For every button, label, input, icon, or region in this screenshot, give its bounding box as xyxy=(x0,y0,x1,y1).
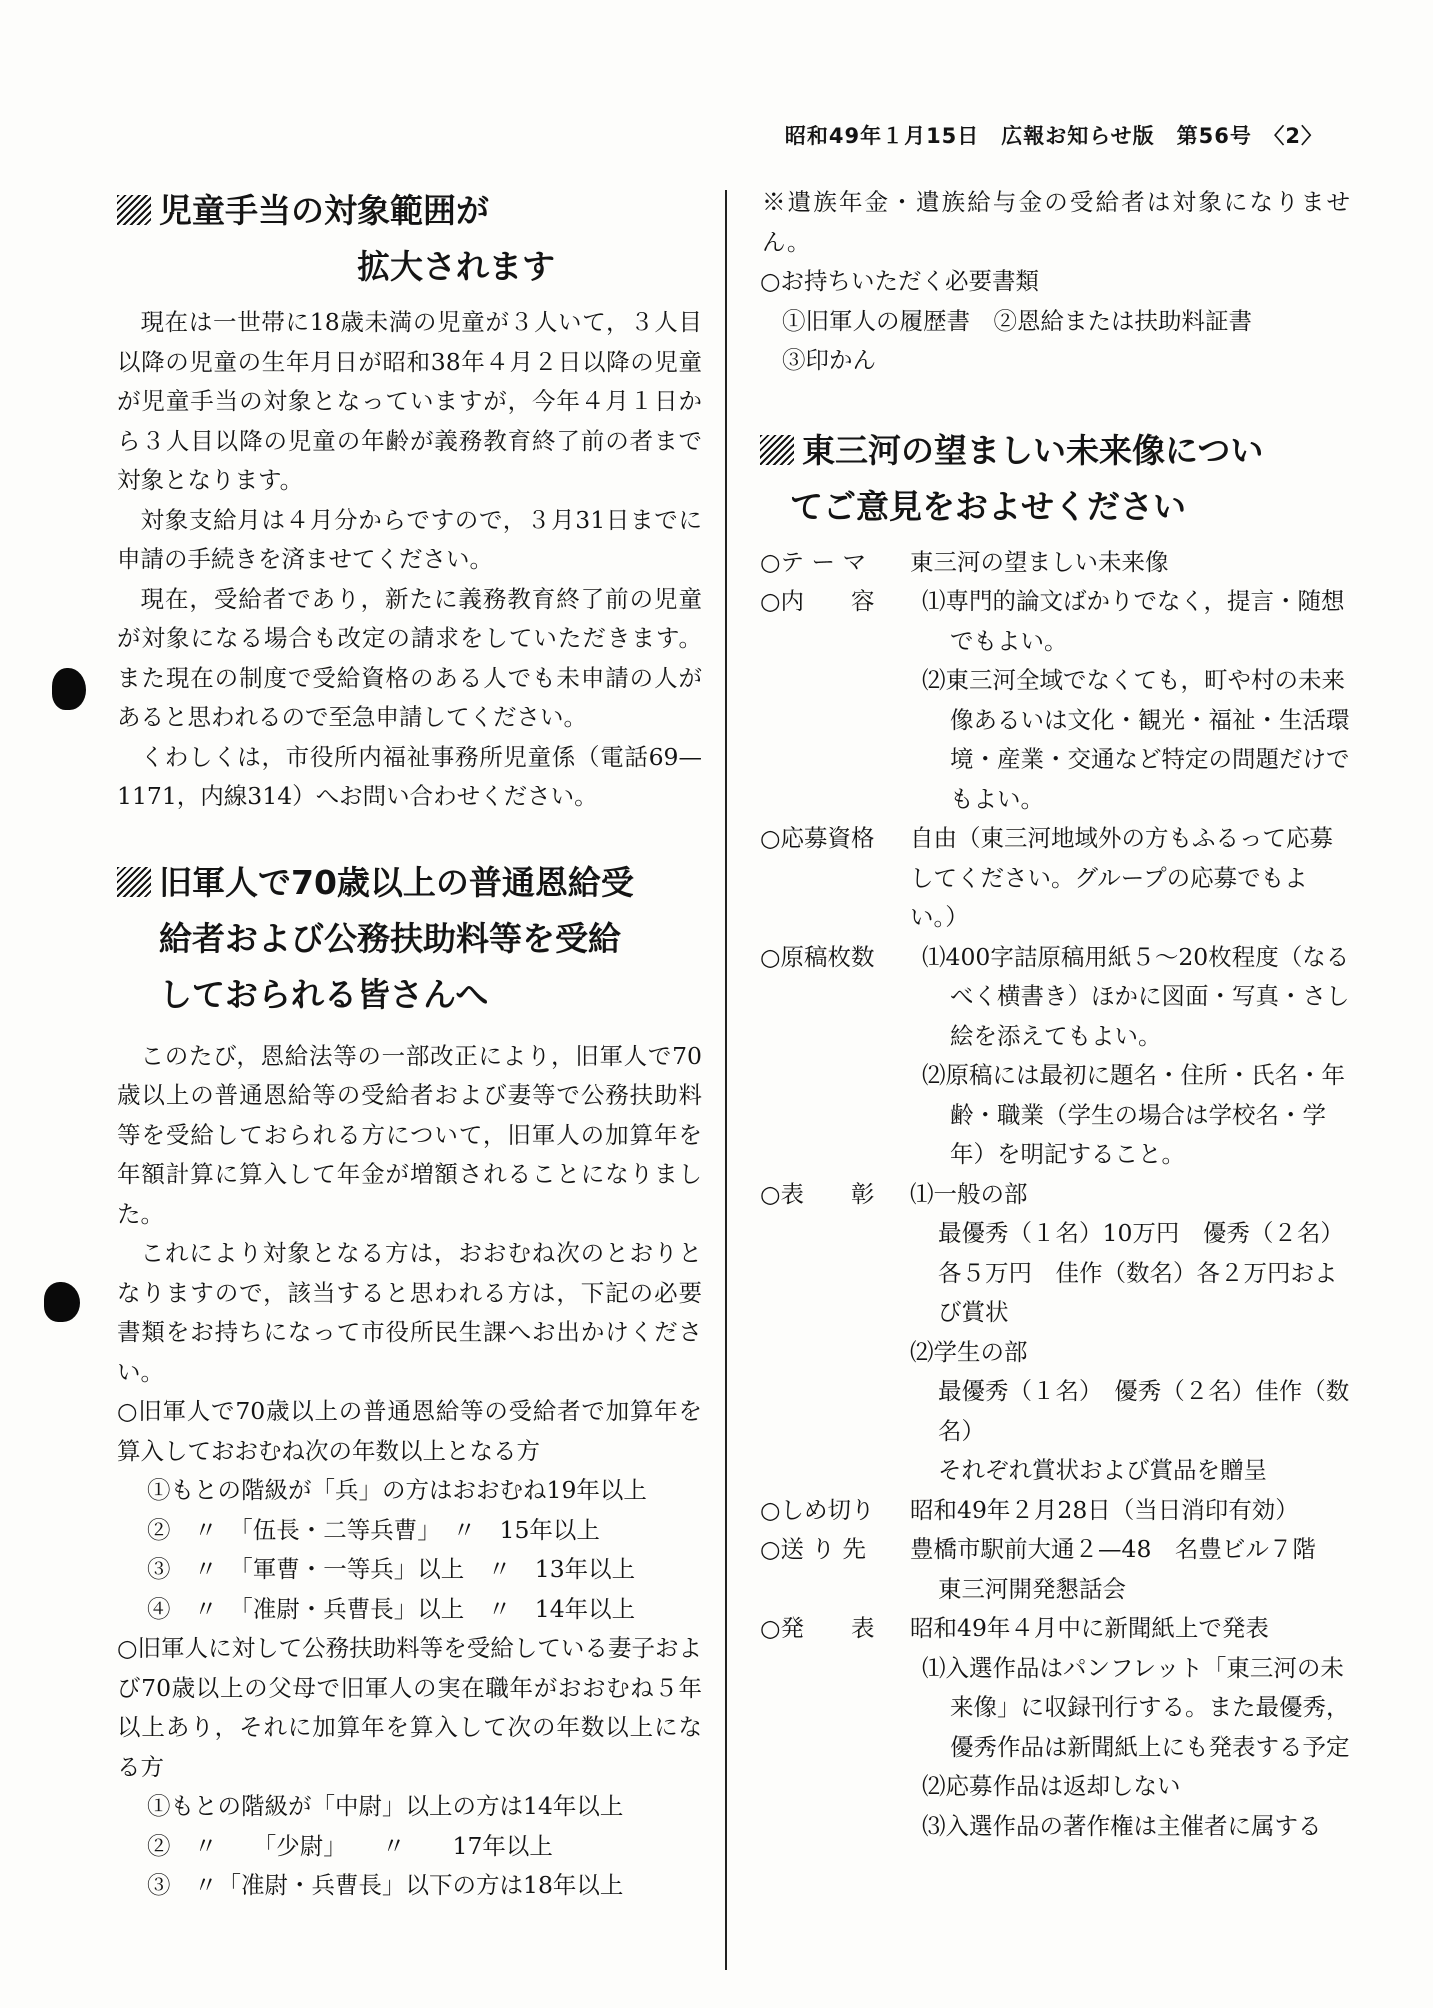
paragraph: 現在は一世帯に18歳未満の児童が３人いて，３人目以降の児童の生年月日が昭和38年４月２日以降の児童が児童手当の対象となっていますが，今年４月１日から３人目以降の児童の年齢が義務教育終了前の者まで対象となります。 xyxy=(117,308,702,494)
info-label: ○テ ー マ xyxy=(760,547,866,576)
list-item: ①もとの階級が「兵」の方はおおむね19年以上 xyxy=(147,1476,647,1504)
info-value: ⑴専門的論文ばかりでなく，提言・随想でもよい。 xyxy=(922,587,1345,655)
info-row xyxy=(760,1175,1350,1491)
docs-label: ○お持ちいただく必要書類 xyxy=(760,267,1040,295)
info-value: ⑶入選作品の著作権は主催者に属する xyxy=(922,1811,1322,1840)
info-value: 東三河の望ましい未来像 xyxy=(910,547,1169,576)
info-value: ⑵原稿には最初に題名・住所・氏名・年齢・職業（学生の場合は学校名・学年）を明記すること。 xyxy=(922,1061,1345,1168)
docs-line: ③印かん xyxy=(782,346,876,374)
info-label: ○送 り 先 xyxy=(760,1535,866,1563)
right-column xyxy=(760,183,1350,1846)
info-label: ○原稿枚数 xyxy=(760,942,875,971)
heading-line: 拡大されます xyxy=(357,247,555,286)
info-label: ○発 表 xyxy=(760,1614,875,1642)
heading-text: 東三河の望ましい未来像につい xyxy=(802,430,1264,470)
info-row xyxy=(760,1530,1350,1609)
info-label: ○内 容 xyxy=(760,587,875,615)
heading-line: てご意見をおよせください xyxy=(790,486,1186,526)
hatch-icon xyxy=(117,867,151,897)
info-label: ○応募資格 xyxy=(760,824,875,852)
heading-line: 給者および公務扶助料等を受給 xyxy=(159,918,621,958)
info-value: ⑴400字詰原稿用紙５～20枚程度（なるべく横書き）ほかに図面・写真・さし絵を添えてもよい。 xyxy=(922,942,1350,1050)
list-item: ①もとの階級が「中尉」以上の方は14年以上 xyxy=(147,1792,624,1820)
page-header: 昭和49年１月15日 広報お知らせ版 第56号 〈2〉 xyxy=(784,124,1323,148)
list-item: ② 〃 「少尉」 〃 17年以上 xyxy=(147,1831,553,1860)
info-value: 昭和49年４月中に新聞紙上で発表 xyxy=(910,1614,1269,1642)
info-value: ⑴入選作品はパンフレット「東三河の未来像」に収録刊行する。また最優秀，優秀作品は新聞紙上にも発表する予定 xyxy=(922,1653,1350,1761)
info-row xyxy=(760,819,1350,938)
heading-line: しておられる皆さんへ xyxy=(159,974,489,1014)
section-heading xyxy=(760,423,1350,479)
docs-line: ①旧軍人の履歴書 ②恩給または扶助料証書 xyxy=(782,306,1252,335)
list-item: ④ 〃 「准尉・兵曹長」以上 〃 14年以上 xyxy=(147,1594,636,1623)
info-value: 昭和49年２月28日（当日消印有効） xyxy=(910,1495,1299,1524)
info-value: 東三河開発懇話会 xyxy=(938,1574,1126,1603)
list-item: ③ 〃「准尉・兵曹長」以下の方は18年以上 xyxy=(147,1871,624,1899)
note-text: ※遺族年金・遺族給与金の受給者は対象になりません。 xyxy=(762,188,1350,256)
condition-text: ○旧軍人に対して公務扶助料等を受給している妻子および70歳以上の父母で旧軍人の実在職年がおおむね５年以上あり，それに加算年を算入して次の年数以上になる方 xyxy=(117,1634,702,1781)
paragraph: 対象支給月は４月分からですので，３月31日までに申請の手続きを済ませてください。 xyxy=(117,505,702,573)
info-value: ⑴一般の部 xyxy=(910,1179,1028,1208)
hatch-icon xyxy=(760,435,794,465)
info-value: ⑵学生の部 xyxy=(910,1337,1028,1366)
left-column xyxy=(117,183,702,1906)
heading-text: 児童手当の対象範囲が xyxy=(159,191,489,230)
condition-text: ○旧軍人で70歳以上の普通恩給等の受給者で加算年を算入しておおむね次の年数以上となる方 xyxy=(117,1397,702,1465)
info-label: ○表 彰 xyxy=(760,1179,875,1208)
column-divider xyxy=(725,190,727,1970)
info-value: ⑵東三河全域でなくても，町や村の未来像あるいは文化・観光・福祉・生活環境・産業・交通など特定の問題だけでもよい。 xyxy=(922,666,1350,813)
info-row xyxy=(760,582,1350,819)
info-value: 最優秀（１名） 優秀（２名）佳作（数名） xyxy=(938,1377,1350,1445)
hatch-icon xyxy=(117,195,151,225)
paragraph: くわしくは，市役所内福祉事務所児童係（電話69—1171，内線314）へお問い合わせください。 xyxy=(117,742,702,810)
info-value: 自由（東三河地域外の方もふるって応募してください。グループの応募でもよい。） xyxy=(910,824,1333,931)
ink-blot xyxy=(44,1282,80,1322)
ink-blot xyxy=(52,668,86,710)
info-row xyxy=(760,938,1350,1175)
section-heading xyxy=(117,855,702,911)
list-item: ③ 〃 「軍曹・一等兵」以上 〃 13年以上 xyxy=(147,1555,636,1583)
info-value: ⑵応募作品は返却しない xyxy=(922,1772,1181,1800)
info-value: それぞれ賞状および賞品を贈呈 xyxy=(938,1456,1267,1484)
info-row xyxy=(760,1609,1350,1846)
list-item: ② 〃 「伍長・二等兵曹」 〃 15年以上 xyxy=(147,1515,600,1544)
section-heading xyxy=(117,183,702,239)
paragraph: このたび，恩給法等の一部改正により，旧軍人で70歳以上の普通恩給等の受給者および妻等で公務扶助料等を受給しておられる方について，旧軍人の加算年を年額計算に算入して年金が増額されることになりました。 xyxy=(117,1041,702,1228)
info-value: 豊橋市駅前大通２—48 名豊ビル７階 xyxy=(910,1535,1316,1563)
info-row xyxy=(760,543,1350,583)
info-label: ○しめ切り xyxy=(760,1495,875,1524)
heading-text: 旧軍人で70歳以上の普通恩給受 xyxy=(159,862,634,902)
paragraph: これにより対象となる方は，おおむね次のとおりとなりますので，該当すると思われる方は，下記の必要書類をお持ちになって市役所民生課へお出かけください。 xyxy=(117,1239,702,1386)
info-row xyxy=(760,1491,1350,1531)
paragraph: 現在，受給者であり，新たに義務教育終了前の児童が対象になる場合も改定の請求をしていただきます。また現在の制度で受給資格のある人でも未申請の人があると思われるので至急申請してください。 xyxy=(117,584,702,731)
info-value: 最優秀（１名）10万円 優秀（２名）各５万円 佳作（数名）各２万円および賞状 xyxy=(938,1219,1344,1326)
